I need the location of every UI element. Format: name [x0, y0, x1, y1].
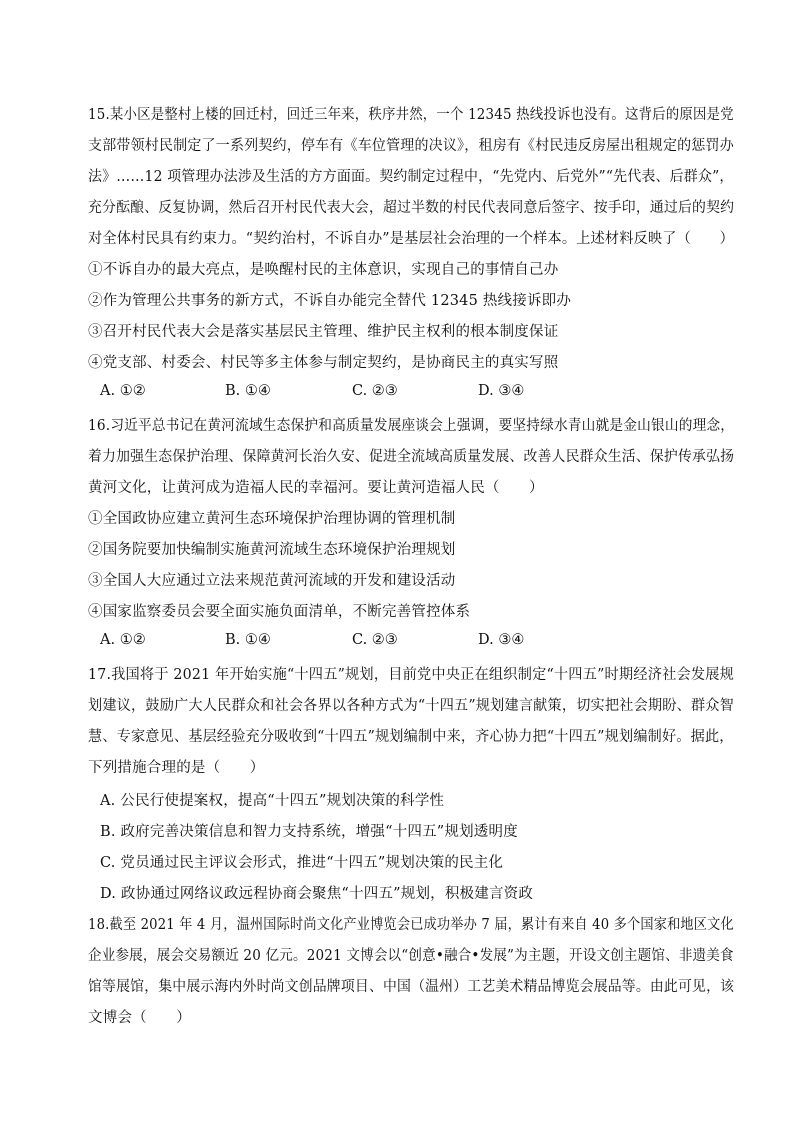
q15-option-d[interactable]: D. ③④	[478, 383, 525, 399]
q17-line-3: 慧、专家意见、基层经验充分吸收到“十四五”规划编制中来，齐心协力把“十四五”规划编制好。据此，	[88, 729, 734, 745]
q15-option-c[interactable]: C. ②③	[352, 383, 398, 399]
q16-item-2: ②国务院要加快编制实施黄河流域生态环境保护治理规划	[88, 542, 456, 558]
q16-option-c[interactable]: C. ②③	[352, 632, 398, 648]
q16-line-2: 着力加强生态保护治理、保障黄河长治久安、促进全流域高质量发展、改善人民群众生活、保护传承弘扬	[88, 449, 735, 465]
q16-option-d[interactable]: D. ③④	[478, 632, 525, 648]
q16-line-3: 黄河文化，让黄河成为造福人民的幸福河。要让黄河造福人民（ ）	[88, 480, 544, 496]
q15-item-1: ①不诉自办的最大亮点，是唤醒村民的主体意识，实现自己的事情自己办	[88, 262, 559, 278]
q16-option-a[interactable]: A. ①②	[100, 632, 146, 648]
q15-item-3: ③召开村民代表大会是落实基层民主管理、维护民主权利的根本制度保证	[88, 324, 559, 340]
q18-line-4: 文博会（ ）	[88, 1010, 191, 1026]
q16-option-b[interactable]: B. ①④	[225, 632, 271, 648]
q15-line-2: 支部带领村民制定了一系列契约，停车有《车位管理的决议》，租房有《村民违反房屋出租规定的惩罚办	[88, 138, 734, 154]
q17-line-1: 17.我国将于 2021 年开始实施“十四五”规划，目前党中央正在组织制定“十四五”时期经济社会发展规	[88, 667, 735, 683]
q17-option-d[interactable]: D. 政协通过网络议政远程协商会聚焦“十四五”规划，积极建言资政	[100, 886, 534, 902]
q15-line-4: 充分酝酿、反复协调，然后召开村民代表大会，超过半数的村民代表同意后签字、按手印，通过后的契约	[88, 200, 735, 216]
q17-line-4: 下列措施合理的是（ ）	[88, 760, 265, 776]
q15-line-5: 对全体村民具有约束力。“契约治村，不诉自办”是基层社会治理的一个样本。上述材料反映了（ ）	[88, 231, 735, 247]
q16-item-1: ①全国政协应建立黄河生态环境保护治理协调的管理机制	[88, 511, 456, 527]
q16-line-1: 16.习近平总书记在黄河流域生态保护和高质量发展座谈会上强调，要坚持绿水青山就是金山银山的理念，	[88, 418, 735, 434]
q15-line-1: 15.某小区是整村上楼的回迁村，回迁三年来，秩序井然，一个 12345 热线投诉也没有。这背后的原因是党	[88, 107, 734, 123]
q17-option-c[interactable]: C. 党员通过民主评议会形式，推进“十四五”规划决策的民主化	[100, 855, 504, 871]
q15-option-a[interactable]: A. ①②	[100, 383, 146, 399]
q17-option-a[interactable]: A. 公民行使提案权，提高“十四五”规划决策的科学性	[100, 793, 445, 809]
q17-line-2: 划建议，鼓励广大人民群众和社会各界以各种方式为“十四五”规划建言献策，切实把社会期盼、群众智	[88, 698, 735, 714]
q18-line-1: 18.截至 2021 年 4 月，温州国际时尚文化产业博览会已成功举办 7 届，累计有来自 40 多个国家和地区文化	[88, 917, 734, 933]
q17-option-b[interactable]: B. 政府完善决策信息和智力支持系统，增强“十四五”规划透明度	[100, 824, 518, 840]
q16-item-4: ④国家监察委员会要全面实施负面清单，不断完善管控体系	[88, 604, 471, 620]
q15-item-2: ②作为管理公共事务的新方式，不诉自办能完全替代 12345 热线接诉即办	[88, 293, 572, 309]
q18-line-2: 企业参展，展会交易额近 20 亿元。2021 文博会以“创意•融合•发展”为主题，开设文创主题馆、非遗美食	[88, 948, 734, 964]
q18-line-3: 馆等展馆，集中展示海内外时尚文创品牌项目、中国（温州）工艺美术精品博览会展品等。由此可见，该	[88, 979, 735, 995]
q15-option-b[interactable]: B. ①④	[225, 383, 271, 399]
q16-item-3: ③全国人大应通过立法来规范黄河流域的开发和建设活动	[88, 573, 456, 589]
q15-item-4: ④党支部、村委会、村民等多主体参与制定契约，是协商民主的真实写照	[88, 355, 559, 371]
q15-line-3: 法》……12 项管理办法涉及生活的方方面面。契约制定过程中，“先党内、后党外”“先代表、后群众”，	[88, 169, 734, 185]
